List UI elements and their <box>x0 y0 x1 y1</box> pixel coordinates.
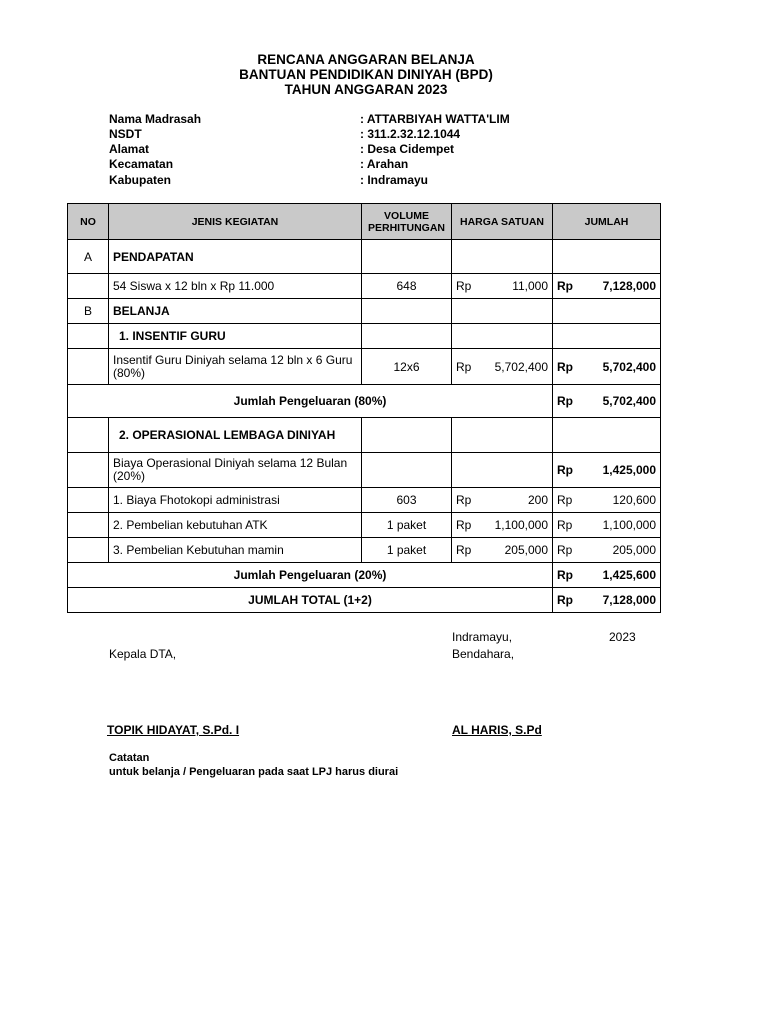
item-harga: 5,702,400 <box>494 359 548 374</box>
header-jenis-kegiatan: JENIS KEGIATAN <box>109 204 362 240</box>
item-jumlah: 120,600 <box>612 493 656 507</box>
currency-label: Rp <box>456 493 472 507</box>
table-row <box>68 488 661 513</box>
total-value: 7,128,000 <box>602 593 656 607</box>
currency-label: Rp <box>557 568 573 582</box>
currency-label: Rp <box>557 394 573 408</box>
section-label: BELANJA <box>109 299 362 324</box>
budget-table <box>67 203 661 613</box>
header-jumlah: JUMLAH <box>553 204 661 240</box>
table-row <box>68 385 661 418</box>
item-volume: 1 paket <box>362 538 452 563</box>
currency-label: Rp <box>557 543 573 557</box>
table-row <box>68 563 661 588</box>
signature-year: 2023 <box>609 630 636 644</box>
info-value-nama: : ATTARBIYAH WATTA'LIM <box>360 112 510 126</box>
table-row <box>68 240 661 274</box>
section-label: PENDAPATAN <box>109 240 362 274</box>
currency-label: Rp <box>456 359 472 374</box>
subtotal-label: Jumlah Pengeluaran (20%) <box>68 563 553 588</box>
subsection-label: 2. OPERASIONAL LEMBAGA DINIYAH <box>109 418 362 453</box>
info-label-alamat: Alamat <box>109 142 150 156</box>
item-volume: 1 paket <box>362 513 452 538</box>
table-row <box>68 538 661 563</box>
subtotal-value: 1,425,600 <box>602 568 656 582</box>
currency-label: Rp <box>557 359 573 374</box>
total-label: JUMLAH TOTAL (1+2) <box>68 588 553 613</box>
item-description: 1. Biaya Fhotokopi administrasi <box>109 488 362 513</box>
currency-label: Rp <box>456 279 472 293</box>
currency-label: Rp <box>456 518 472 532</box>
item-description: Biaya Operasional Diniyah selama 12 Bulan (20%) <box>109 453 362 488</box>
currency-label: Rp <box>557 593 573 607</box>
table-row <box>68 274 661 299</box>
item-harga: 11,000 <box>512 279 548 293</box>
item-jumlah: 7,128,000 <box>602 279 656 293</box>
header-no: NO <box>68 204 109 240</box>
row-no: A <box>68 240 109 274</box>
currency-label: Rp <box>456 543 472 557</box>
left-signatory-name: TOPIK HIDAYAT, S.Pd. I <box>107 723 240 737</box>
item-description: 54 Siswa x 12 bln x Rp 11.000 <box>109 274 362 299</box>
subtotal-value: 5,702,400 <box>602 394 656 408</box>
item-volume: 12x6 <box>362 349 452 385</box>
info-value-kabupaten: : Indramayu <box>360 173 429 187</box>
table-row <box>68 453 661 488</box>
table-row <box>68 418 661 453</box>
header-volume: VOLUME PERHITUNGAN <box>362 204 452 240</box>
signature-place: Indramayu, <box>452 630 513 644</box>
item-jumlah: 205,000 <box>612 543 656 557</box>
info-label-kabupaten: Kabupaten <box>109 173 172 187</box>
subsection-label: 1. INSENTIF GURU <box>109 324 362 349</box>
title-line-3: TAHUN ANGGARAN 2023 <box>284 82 448 97</box>
right-role: Bendahara, <box>452 647 515 661</box>
info-label-nama: Nama Madrasah <box>109 112 202 126</box>
item-description: 2. Pembelian kebutuhan ATK <box>109 513 362 538</box>
info-value-nsdt: : 311.2.32.12.1044 <box>360 127 461 141</box>
item-volume: 648 <box>362 274 452 299</box>
info-value-kecamatan: : Arahan <box>360 157 409 171</box>
item-harga: 205,000 <box>504 543 548 557</box>
item-description: Insentif Guru Diniyah selama 12 bln x 6 Guru (80%) <box>109 349 362 385</box>
item-jumlah: 5,702,400 <box>602 359 656 374</box>
title-line-2: BANTUAN PENDIDIKAN DINIYAH (BPD) <box>239 67 493 82</box>
currency-label: Rp <box>557 279 573 293</box>
note-text: untuk belanja / Pengeluaran pada saat LPJ harus diurai <box>109 766 399 778</box>
info-value-alamat: : Desa Cidempet <box>360 142 455 156</box>
right-signatory-name: AL HARIS, S.Pd <box>452 723 542 737</box>
currency-label: Rp <box>557 493 573 507</box>
row-no: B <box>68 299 109 324</box>
item-jumlah: 1,100,000 <box>602 518 656 532</box>
currency-label: Rp <box>557 518 573 532</box>
item-description: 3. Pembelian Kebutuhan mamin <box>109 538 362 563</box>
item-harga: 200 <box>527 493 548 507</box>
table-row <box>68 324 661 349</box>
table-row <box>68 349 661 385</box>
info-label-kecamatan: Kecamatan <box>109 157 174 171</box>
note-title: Catatan <box>109 752 150 764</box>
left-role: Kepala DTA, <box>109 647 177 661</box>
currency-label: Rp <box>557 463 573 477</box>
table-row <box>68 513 661 538</box>
info-label-nsdt: NSDT <box>109 127 142 141</box>
item-volume: 603 <box>362 488 452 513</box>
subtotal-label: Jumlah Pengeluaran (80%) <box>68 385 553 418</box>
table-row <box>68 299 661 324</box>
table-row <box>68 588 661 613</box>
title-line-1: RENCANA ANGGARAN BELANJA <box>257 52 475 67</box>
item-jumlah: 1,425,000 <box>602 463 656 477</box>
item-harga: 1,100,000 <box>494 518 548 532</box>
table-header-row <box>68 204 661 240</box>
header-harga-satuan: HARGA SATUAN <box>452 204 553 240</box>
